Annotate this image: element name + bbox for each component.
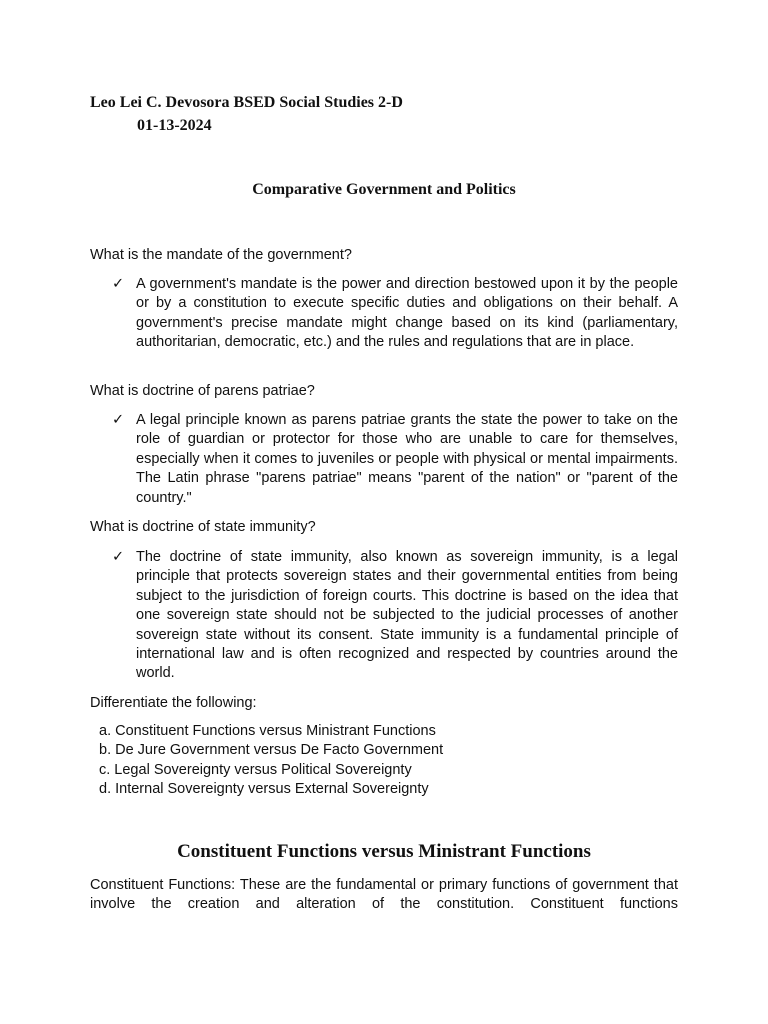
- question-parens-patriae: What is doctrine of parens patriae?: [90, 383, 315, 399]
- answer-text: The doctrine of state immunity, also known as sovereign immunity, is a legal principle that protects sovereign states and their governmental entities from being subject to the jurisdiction of foreign courts. This doctrine is based on the idea that one sovereign state should not be subjected to the judicial processes of another sovereign state without its consent. State immunity is a fundamental principle of international law and is often recognized and respected by countries around the world.: [136, 549, 678, 682]
- differentiate-list: [99, 722, 443, 800]
- list-item: c. Legal Sovereignty versus Political Sovereignty: [99, 761, 412, 778]
- differentiate-prompt: Differentiate the following:: [90, 695, 257, 711]
- question-mandate: What is the mandate of the government?: [90, 247, 352, 263]
- answer-state-immunity: [112, 548, 678, 684]
- list-item: a. Constituent Functions versus Ministrant Functions: [99, 723, 436, 739]
- check-icon: ✓: [112, 549, 125, 565]
- list-item: d. Internal Sovereignty versus External Sovereignty: [99, 781, 429, 798]
- document-title: Comparative Government and Politics: [252, 181, 516, 198]
- answer-parens-patriae: [112, 411, 678, 508]
- answer-text: A government's mandate is the power and direction bestowed upon it by the people or by a constitution to execute specific duties and obligations on their behalf. A government's precise mandate might change based on its kind (parliamentary, authoritarian, democratic, etc.) and the rules and regulations that are in place.: [136, 276, 678, 351]
- section-paragraph: Constituent Functions: These are the fundamental or primary functions of government that involve the creation and alteration of the constitution. Constituent functions: [90, 877, 678, 913]
- check-icon: ✓: [112, 276, 125, 292]
- question-state-immunity: What is doctrine of state immunity?: [90, 519, 316, 535]
- check-icon: ✓: [112, 412, 125, 428]
- list-item: b. De Jure Government versus De Facto Government: [99, 742, 444, 759]
- section-title: Constituent Functions versus Ministrant Functions: [177, 841, 591, 862]
- answer-mandate: [112, 275, 678, 353]
- answer-text: A legal principle known as parens patriae grants the state the power to take on the role of guardian or protector for those who are unable to care for themselves, especially when it comes to juveniles or people with physical or mental impairments. The Latin phrase "parens patriae" means "parent of the nation" or "parent of the country.": [136, 412, 678, 506]
- author-line: Leo Lei C. Devosora BSED Social Studies 2-D: [90, 94, 403, 111]
- date-line: 01-13-2024: [137, 117, 212, 134]
